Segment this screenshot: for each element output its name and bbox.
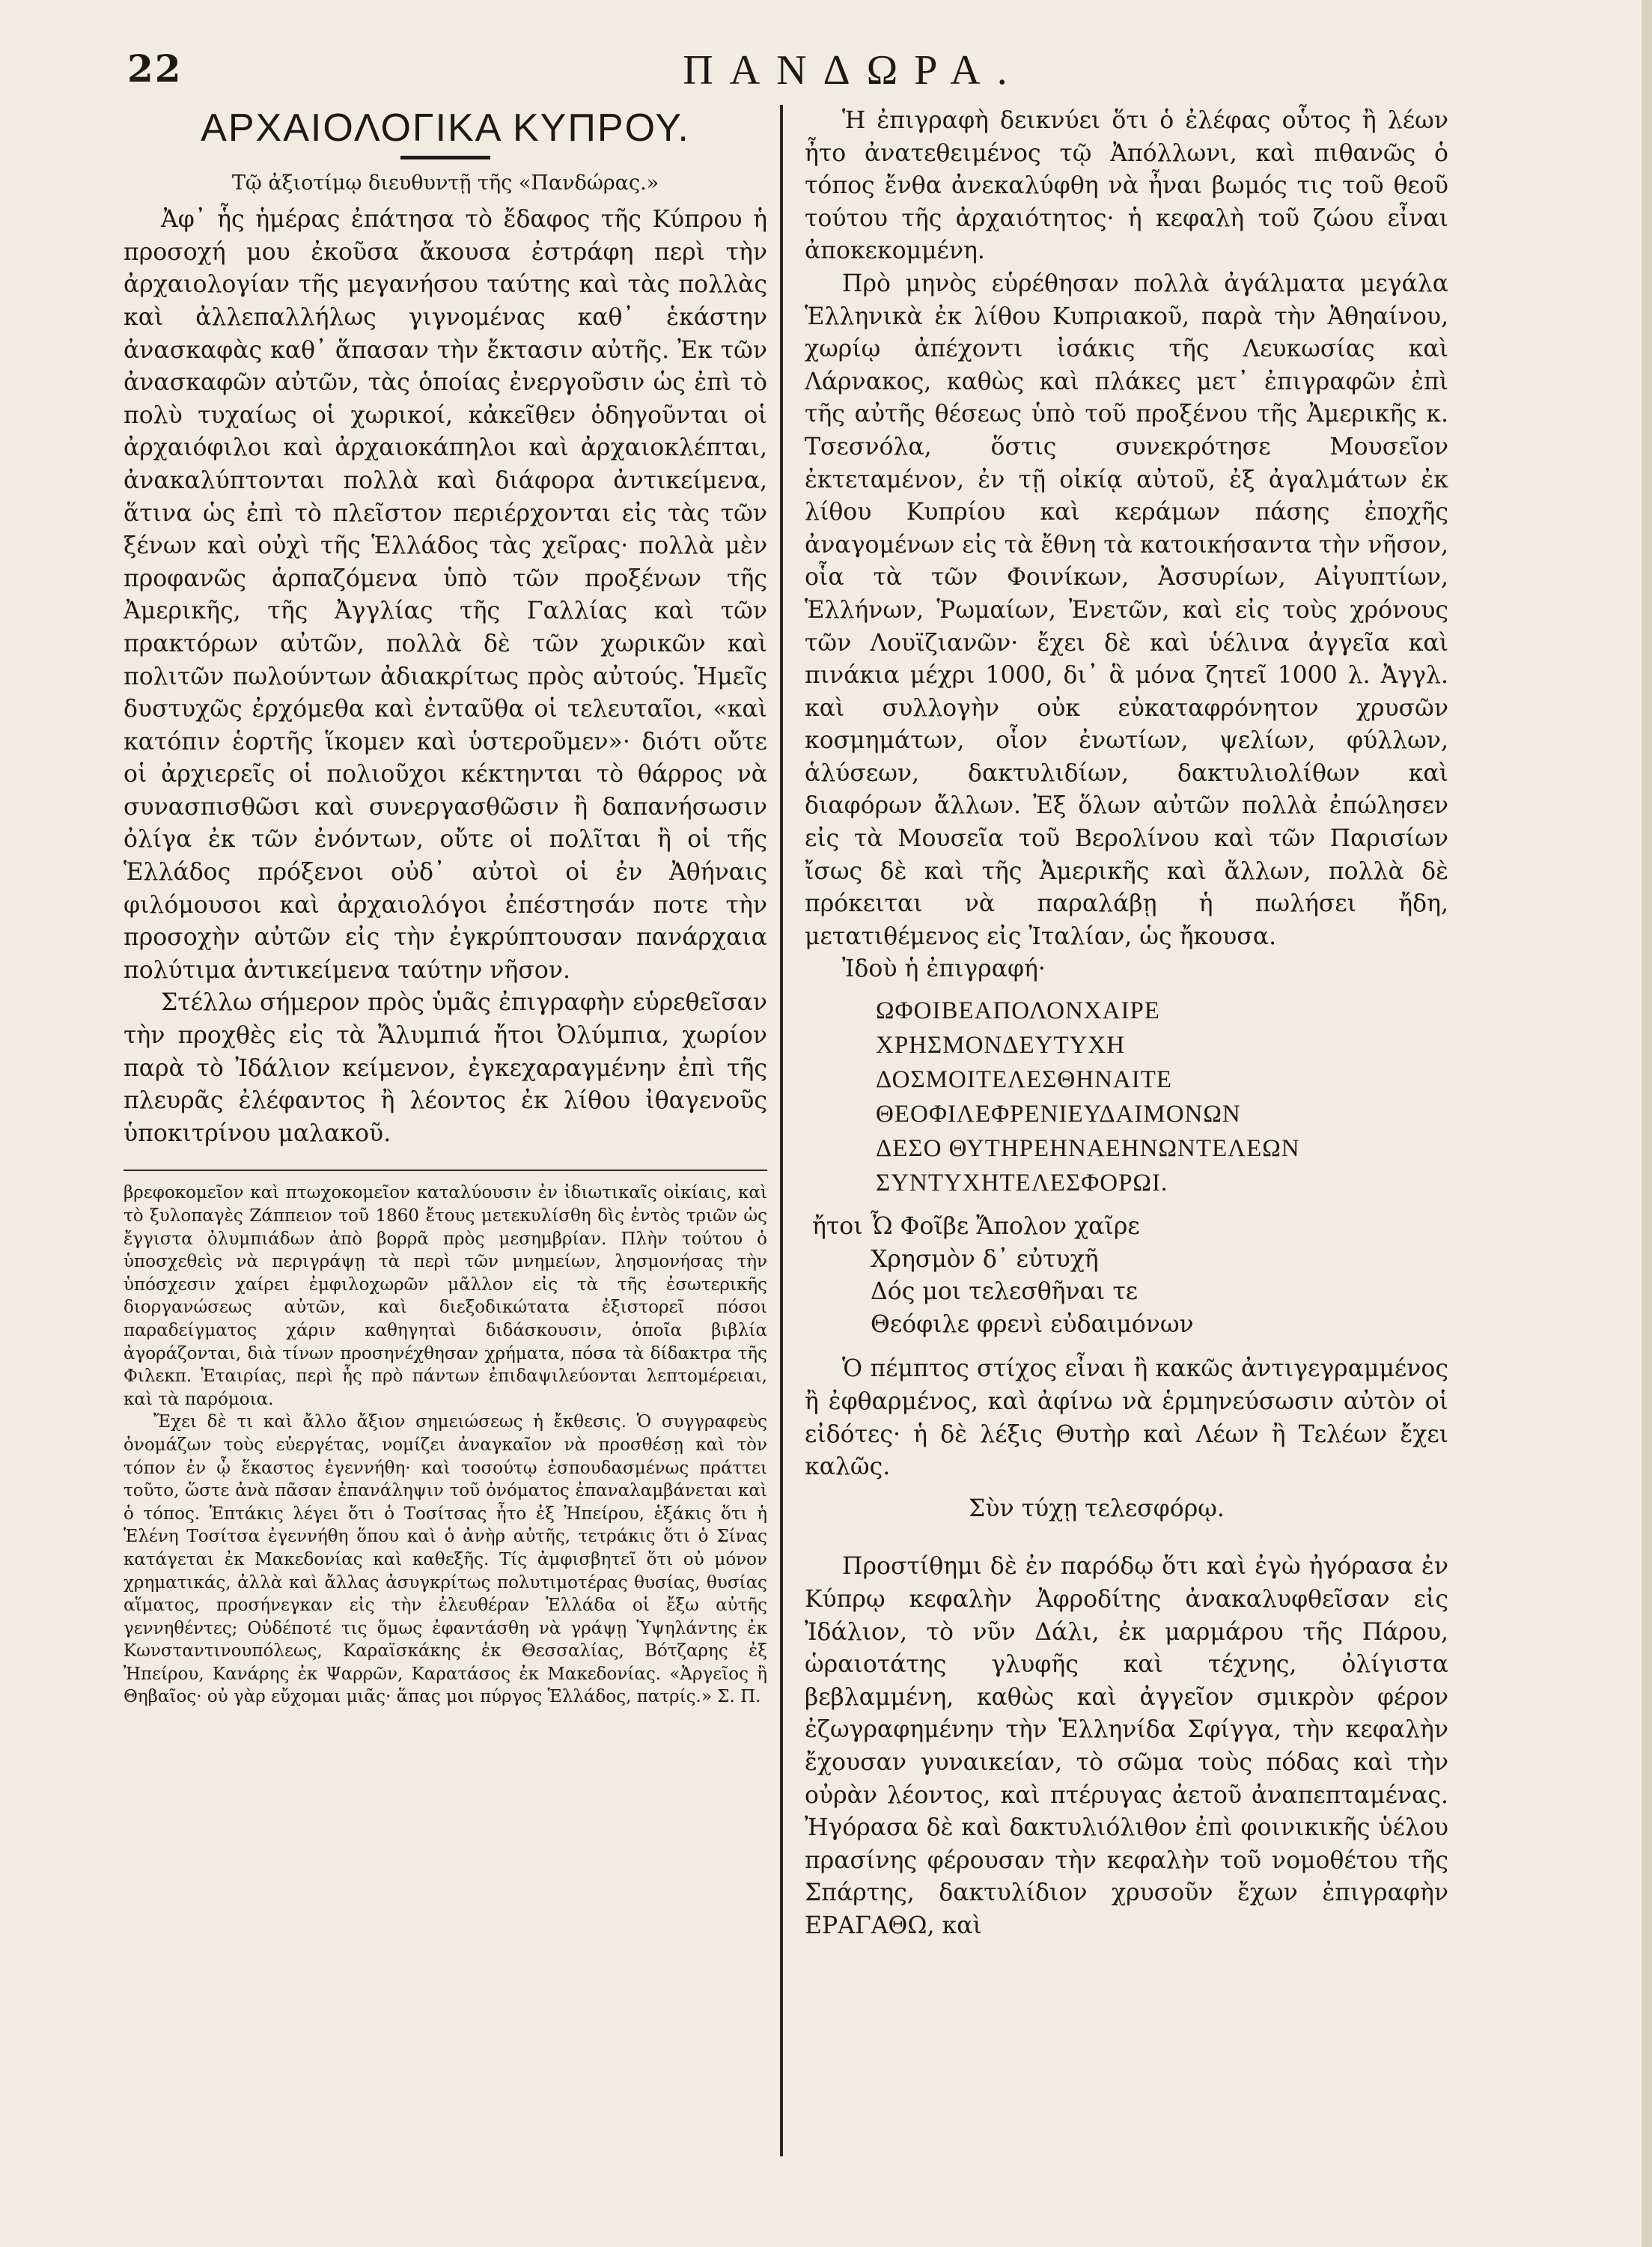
page-number: 22 bbox=[127, 46, 183, 91]
article-title: ΑΡΧΑΙΟΛΟΓΙΚΑ ΚΥΠΡΟΥ. bbox=[201, 106, 690, 150]
body-paragraph: Πρὸ μηνὸς εὑρέθησαν πολλὰ ἀγάλματα μεγάλα Ἑλληνικὰ ἐκ λίθου Κυπριακοῦ, παρὰ τὴν Ἀθηαίνου, χωρίῳ ἀπέχοντι ἰσάκις τῆς Λευκωσίας καὶ Λάρνακος, καθὼς καὶ πλάκες μετ᾽ ἐπιγραφῶν ἐπὶ τῆς αὐτῆς θέσεως ὑπὸ τοῦ προξένου τῆς Ἀμερικῆς κ. Τσεσνόλα, ὅστις συνεκρότησε Μουσεῖον ἐκτεταμένον, ἐν τῇ οἰκίᾳ αὐτοῦ, ἐξ ἀγαλμάτων ἐκ λίθου Κυπρίου καὶ κεράμων πάσης ἐποχῆς ἀναγομένων εἰς τὰ ἔθνη τὰ κατοικήσαντα τὴν νῆσον, οἷα τὰ τῶν Φοινίκων, Ἀσσυρίων, Αἰγυπτίων, Ἑλλήνων, Ῥωμαίων, Ἐνετῶν, καὶ εἰς τοὺς χρόνους τῶν Λουϊζιανῶν· ἔχει δὲ καὶ ὑέλινα ἀγγεῖα καὶ πινάκια μέχρι 1000, δι᾽ ἃ μόνα ζητεῖ 1000 λ. Ἀγγλ. καὶ συλλογὴν οὐκ εὐκαταφρόνητον χρυσῶν κοσμημάτων, οἷον ἐνωτίων, ψελίων, φύλλων, ἁλύσεων, δακτυλιδίων, δακτυλιολίθων καὶ διαφόρων ἄλλων. Ἐξ ὅλων αὐτῶν πολλὰ ἐπώλησεν εἰς τὰ Μουσεῖα τοῦ Βερολίνου καὶ τῶν Παρισίων ἴσως δὲ καὶ τῆς Ἀμερικῆς καὶ ἄλλων, πολλὰ δὲ πρόκειται νὰ παραλάβῃ ἡ πωλήσει ἤδη, μετατιθέμενος εἰς Ἰταλίαν, ὡς ἤκουσα. bbox=[805, 270, 1448, 950]
closing-line: Σὺν τύχῃ τελεσφόρῳ. bbox=[969, 1495, 1225, 1522]
inscription bbox=[876, 994, 1448, 1200]
footnote-paragraph: Ἔχει δὲ τι καὶ ἄλλο ἄξιον σημειώσεως ἡ ἔκθεσις. Ὁ συγγραφεὺς ὀνομάζων τοὺς εὐεργέτας, νομίζει ἀναγκαῖον νὰ προσθέσῃ καὶ τὸν τόπον ἐν ᾧ ἕκαστος ἐγεννήθη· καὶ τοσούτῳ ἐσπουδασμένως πράττει τοῦτο, ὥστε ἀνὰ πᾶσαν ἐπανάληψιν τοῦ ὀνόματος ἐπαναλαμβάνεται καὶ ὁ τόπος. Ἑπτάκις λέγει ὅτι ὁ Τοσίτσας ἦτο ἐξ Ἠπείρου, ἑξάκις ὅτι ἡ Ἑλένη Τοσίτσα ἐγεννήθη ὅπου καὶ ὁ ἀνὴρ αὐτῆς, τετράκις ὅτι ὁ Σίνας κατάγεται ἐκ Μακεδονίας καὶ καθεξῆς. Τίς ἀμφισβητεῖ ὅτι οὐ μόνον χρηματικάς, ἀλλὰ καὶ ἄλλας ἀσυγκρίτως πολυτιμοτέρας θυσίας, θυσίας αἵματος, προσήνεγκαν εἰς τὴν ἐλευθέραν Ἑλλάδα οἱ ἔξω αὐτῆς γεννηθέντες; Οὐδέποτέ τις ὅμως ἐφαντάσθη νὰ γράψῃ Ὑψηλάντης ἐκ Κωνσταντινουπόλεως, Καραϊσκάκης ἐκ Θεσσαλίας, Βότζαρης ἐξ Ἠπείρου, Κανάρης ἐκ Ψαρρῶν, Καρατάσος ἐκ Μακεδονίας. «Ἀργεῖος ἢ Θηβαῖος· οὐ γὰρ εὔχομαι μιᾶς· ἅπας μοι πύργος Ἑλλάδος, πατρίς.» Σ. Π. bbox=[124, 1412, 767, 1707]
inscription-line: ΩΦΟΙΒΕΑΠΟΛΟΝΧΑΙΡΕ bbox=[876, 997, 1160, 1025]
column-divider bbox=[780, 105, 783, 2156]
body-paragraph: Στέλλω σήμερον πρὸς ὑμᾶς ἐπιγραφὴν εὑρεθεῖσαν τὴν προχθὲς εἰς τὰ Ἄλυμπιά ἤτοι Ὀλύμπια, χωρίον παρὰ τὸ Ἰδάλιον κείμενον, ἐγκεχαραγμένην ἐπὶ τῆς πλευρᾶς ἐλέφαντος ἢ λέοντος ἐκ λίθου ἰθαγενοῦς ὑποκιτρίνου μαλακοῦ. bbox=[124, 989, 767, 1147]
translation-label: ἤτοι bbox=[812, 1213, 863, 1241]
footnote-rule bbox=[124, 1170, 767, 1171]
translation-line: Θεόφιλε φρενὶ εὐδαιμόνων bbox=[871, 1310, 1194, 1338]
translation-line: Ὦ Φοῖβε Ἄπολον χαῖρε bbox=[871, 1213, 1140, 1241]
inscription-line: ΧΡΗΣΜΟΝΔΕΥΤΥΧΗ bbox=[876, 1032, 1126, 1059]
body-paragraph: Ἰδοὺ ἡ ἐπιγραφή· bbox=[842, 955, 1046, 983]
inscription-line: ΔΕΣΟ ΘΥΤΗΡΕΗΝΑΕΗΝΩΝΤΕΛΕΩΝ bbox=[876, 1135, 1300, 1163]
journal-title: ΠΑΝΔΩΡΑ. bbox=[683, 47, 1024, 94]
inscription-line: ΔΟΣΜΟΙΤΕΛΕΣΘΗΝΑΙΤΕ bbox=[876, 1066, 1173, 1094]
dedication: Τῷ ἀξιοτίμῳ διευθυντῇ τῆς «Πανδώρας.» bbox=[231, 171, 659, 195]
page-header bbox=[127, 46, 1475, 106]
left-column bbox=[124, 105, 767, 1709]
body-paragraph: Ὁ πέμπτος στίχος εἶναι ἢ κακῶς ἀντιγεγραμμένος ἢ ἐφθαρμένος, καὶ ἀφίνω νὰ ἑρμηνεύσωσιν αὐτὸν οἱ εἰδότες· ἡ δὲ λέξις Θυτὴρ καὶ Λέων ἢ Τελέων ἔχει καλῶς. bbox=[805, 1355, 1448, 1481]
translation bbox=[805, 1211, 1448, 1341]
inscription-line: ΣΥΝΤΥΧΗΤΕΛΕΣΦΟΡΩΙ. bbox=[876, 1170, 1168, 1197]
translation-lines bbox=[871, 1211, 1448, 1341]
footnote-paragraph: βρεφοκομεῖον καὶ πτωχοκομεῖον καταλύουσιν ἐν ἰδιωτικαῖς οἰκίαις, καὶ τὸ ξυλοπαγὲς Ζάππειον τοῦ 1860 ἔτους μετεκυλίσθη δὶς ἐντὸς τριῶν ὡς ἔγγιστα ὀλυμπιάδων ἀπὸ βορρᾶ πρὸς μεσημβρίαν. Πλὴν τούτου ὁ ὑποσχεθεὶς νὰ περιγράψῃ τὰ περὶ τῶν μνημείων, λησμονήσας τὴν ὑπόσχεσιν χαίρει ἐμφιλοχωρῶν μᾶλλον εἰς τὰ τῆς ἐσωτερικῆς διοργανώσεως αὐτῶν, καὶ διεξοδικώτατα ἐξιστορεῖ πόσοι παραδείγματος χάριν καθηγηταὶ διδάσκουσιν, ὁποῖα βιβλία ἀγοράζονται, διὰ τίνων προσηνέχθησαν χρήματα, πόσα τὰ δίδακτρα τῆς Φιλεκπ. Ἑταιρίας, περὶ ἧς πρὸ πάντων ἐπιδαψιλεύονται λεπτομέρειαι, καὶ τὰ παρόμοια. bbox=[124, 1183, 767, 1409]
body-paragraph: Προστίθημι δὲ ἐν παρόδῳ ὅτι καὶ ἐγὼ ἠγόρασα ἐν Κύπρῳ κεφαλὴν Ἀφροδίτης ἀνακαλυφθεῖσαν εἰς Ἰδάλιον, τὸ νῦν Δάλι, ἐκ μαρμάρου τῆς Πάρου, ὡραιοτάτης γλυφῆς καὶ τέχνης, ὀλίγιστα βεβλαμμένη, καθὼς καὶ ἀγγεῖον σμικρὸν φέρον ἐζωγραφημένην τὴν Ἑλληνίδα Σφίγγα, τὴν κεφαλὴν ἔχουσαν γυναικείαν, τὸ σῶμα τοὺς πόδας καὶ τὴν οὐρὰν λέοντος, καὶ πτέρυγας ἀετοῦ ἀναπεπταμένας. Ἠγόρασα δὲ καὶ δακτυλιόλιθον ἐπὶ φοινικικῆς ὑέλου πρασίνης φέρουσαν τὴν κεφαλὴν τοῦ νομοθέτου τῆς Σπάρτης, δακτυλίδιον χρυσοῦν ἔχων ἐπιγραφὴν ΕΡΑΓΑΘΩ, καὶ bbox=[805, 1553, 1448, 1939]
title-rule bbox=[400, 156, 490, 159]
right-column bbox=[805, 105, 1448, 1943]
translation-line: Δός μοι τελεσθῆναι τε bbox=[871, 1278, 1139, 1306]
inscription-line: ΘΕΟΦΙΛΕΦΡΕΝΙΕΥΔΑΙΜΟΝΩΝ bbox=[876, 1101, 1241, 1128]
page-edge bbox=[1642, 0, 1652, 2247]
translation-line: Χρησμὸν δ᾽ εὐτυχῆ bbox=[871, 1245, 1099, 1273]
body-paragraph: Ἀφ᾽ ἧς ἡμέρας ἐπάτησα τὸ ἔδαφος τῆς Κύπρου ἡ προσοχή μου ἐκοῦσα ἄκουσα ἐστράφη περὶ τὴν ἀρχαιολογίαν τῆς μεγανήσου ταύτης καὶ τὰς πολλὰς καὶ ἀλλεπαλλήλως γιγνομένας καθ᾽ ἑκάστην ἀνασκαφὰς καθ᾽ ἅπασαν τὴν ἔκτασιν αὐτῆς. Ἐκ τῶν ἀνασκαφῶν αὐτῶν, τὰς ὁποίας ἐνεργοῦσιν ὡς ἐπὶ τὸ πολὺ τυχαίως οἱ χωρικοί, κἀκεῖθεν ὁδηγοῦνται οἱ ἀρχαιόφιλοι καὶ ἀρχαιοκάπηλοι καὶ ἀρχαιοκλέπται, ἀνακαλύπτονται πολλὰ καὶ διάφορα ἀντικείμενα, ἅτινα ὡς ἐπὶ τὸ πλεῖστον περιέρχονται εἰς τὰς τῶν ξένων καὶ οὐχὶ τῆς Ἑλλάδος τὰς χεῖρας· πολλὰ μὲν προφανῶς ἁρπαζόμενα ὑπὸ τῶν προξένων τῆς Ἀμερικῆς, τῆς Ἀγγλίας τῆς Γαλλίας καὶ τῶν πρακτόρων αὐτῶν, πολλὰ δὲ τῶν χωρικῶν καὶ πολιτῶν πωλούντων ἀδιακρίτως πρὸς αὐτούς. Ἡμεῖς δυστυχῶς ἐρχόμεθα καὶ ἐνταῦθα οἱ τελευταῖοι, «καὶ κατόπιν ἑορτῆς ἵκομεν καὶ ὑστεροῦμεν»· διότι οὔτε οἱ ἀρχιερεῖς οἱ πολιοῦχοι κέκτηνται τὸ θάρρος νὰ συνασπισθῶσι καὶ συνεργασθῶσιν ἢ δαπανήσωσιν ὀλίγα ἐκ τῶν ἐνόντων, οὔτε οἱ πολῖται ἢ οἱ τῆς Ἑλλάδος πρόξενοι οὐδ᾽ αὐτοὶ οἱ ἐν Ἀθήναις φιλόμουσοι καὶ ἀρχαιολόγοι ἐπέστησάν ποτε τὴν προσοχὴν αὐτῶν εἰς τὴν ἐγκρύπτουσαν πανάρχαια πολύτιμα ἀντικείμενα ταύτην νῆσον. bbox=[124, 206, 767, 984]
body-paragraph: Ἡ ἐπιγραφὴ δεικνύει ὅτι ὁ ἐλέφας οὗτος ἢ λέων ἦτο ἀνατεθειμένος τῷ Ἀπόλλωνι, καὶ πιθανῶς ὁ τόπος ἔνθα ἀνεκαλύφθη νὰ ἦναι βωμός τις τοῦ θεοῦ τούτου τῆς ἀρχαιότητος· ἡ κεφαλὴ τοῦ ζώου εἶναι ἀποκεκομμένη. bbox=[805, 107, 1448, 265]
footnote bbox=[124, 1182, 767, 1709]
